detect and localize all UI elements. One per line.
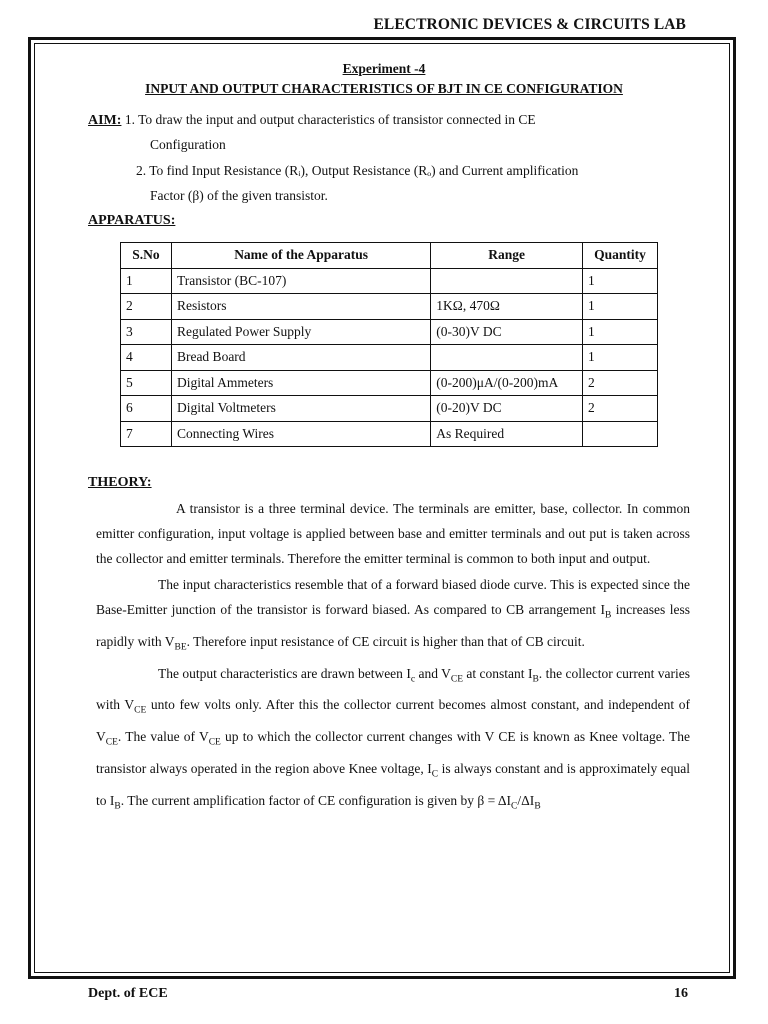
theory-heading: THEORY: xyxy=(88,475,152,490)
table-cell: 2 xyxy=(583,370,658,396)
table-cell: 1 xyxy=(583,268,658,294)
table-row xyxy=(121,319,658,345)
table-cell: Resistors xyxy=(171,294,430,320)
table-cell: 4 xyxy=(121,345,172,371)
table-cell xyxy=(431,268,583,294)
aim-line-2: 2. To find Input Resistance (Rᵢ), Output Resistance (Rₒ) and Current amplification xyxy=(136,163,579,178)
aim-line-2b: Factor (β) of the given transistor. xyxy=(150,188,328,203)
table-cell: Digital Voltmeters xyxy=(171,396,430,422)
apparatus-table xyxy=(120,242,658,447)
theory-paragraph: The input characteristics resemble that of a forward biased diode curve. This is expected since the Base-Emitter junction of the transistor is forward biased. As compared to CB arrangement $I_B$ increases less rapidly with $V_{BE}$. Therefore input resistance of CE circuit is higher than that of CB circuit. xyxy=(96,576,690,653)
theory-paragraph: The output characteristics are drawn between $I_c$ and $V_{CE}$ at constant $I_B$. the collector current varies with $V_{CE}$ unto few volts only. After this the collector current becomes almost constant, and independent of $V_{CE}$. The value of $V_{CE}$ up to which the collector current changes with V CE is known as Knee voltage. The transistor always operated in the region above Knee voltage, $I_C$ is always constant and is approximately equal to $I_B$. The current amplification factor of CE configuration is given by $\beta = \Delta I_C/\Delta I_B$ xyxy=(96,665,690,812)
table-cell xyxy=(431,345,583,371)
column-header: Quantity xyxy=(583,243,658,269)
aim-line-1: 1. To draw the input and output characteristics of transistor connected in CE xyxy=(124,112,536,127)
table-row xyxy=(121,370,658,396)
table-row xyxy=(121,294,658,320)
table-cell xyxy=(583,421,658,447)
table-row xyxy=(121,268,658,294)
table-cell: 2 xyxy=(121,294,172,320)
header-title: ELECTRONIC DEVICES & CIRCUITS LAB xyxy=(373,16,686,33)
table-row xyxy=(121,396,658,422)
theory-body xyxy=(96,496,690,820)
table-cell: (0-200)μA/(0-200)mA xyxy=(431,370,583,396)
apparatus-heading: APPARATUS: xyxy=(88,213,176,228)
table-cell: 6 xyxy=(121,396,172,422)
column-header: Range xyxy=(431,243,583,269)
aim-label: AIM: xyxy=(88,113,122,128)
footer-page-number: 16 xyxy=(674,986,688,1001)
table-cell: 3 xyxy=(121,319,172,345)
experiment-label: Experiment -4 xyxy=(342,61,426,76)
experiment-title: INPUT AND OUTPUT CHARACTERISTICS OF BJT IN CE CONFIGURATION xyxy=(145,81,623,96)
table-cell: 1KΩ, 470Ω xyxy=(431,294,583,320)
table-cell: Transistor (BC-107) xyxy=(171,268,430,294)
table-cell: 1 xyxy=(583,319,658,345)
column-header: S.No xyxy=(121,243,172,269)
table-cell: Digital Ammeters xyxy=(171,370,430,396)
table-cell: 1 xyxy=(583,294,658,320)
table-cell: Regulated Power Supply xyxy=(171,319,430,345)
table-cell: 1 xyxy=(583,345,658,371)
footer-dept: Dept. of ECE xyxy=(88,986,168,1001)
table-cell: Bread Board xyxy=(171,345,430,371)
table-cell: (0-20)V DC xyxy=(431,396,583,422)
aim-line-1b: Configuration xyxy=(150,137,226,152)
table-cell: (0-30)V DC xyxy=(431,319,583,345)
table-cell: 5 xyxy=(121,370,172,396)
table-cell: 7 xyxy=(121,421,172,447)
table-row xyxy=(121,345,658,371)
table-cell: 1 xyxy=(121,268,172,294)
table-cell: As Required xyxy=(431,421,583,447)
theory-paragraph: A transistor is a three terminal device. The terminals are emitter, base, collector. In common emitter configuration, input voltage is applied between base and emitter terminals and out put is taken across the collector and emitter terminals. Therefore the emitter terminal is common to both input and output. xyxy=(96,501,690,567)
table-row xyxy=(121,421,658,447)
table-cell: 2 xyxy=(583,396,658,422)
table-cell: Connecting Wires xyxy=(171,421,430,447)
table-header-row xyxy=(121,243,658,269)
column-header: Name of the Apparatus xyxy=(171,243,430,269)
